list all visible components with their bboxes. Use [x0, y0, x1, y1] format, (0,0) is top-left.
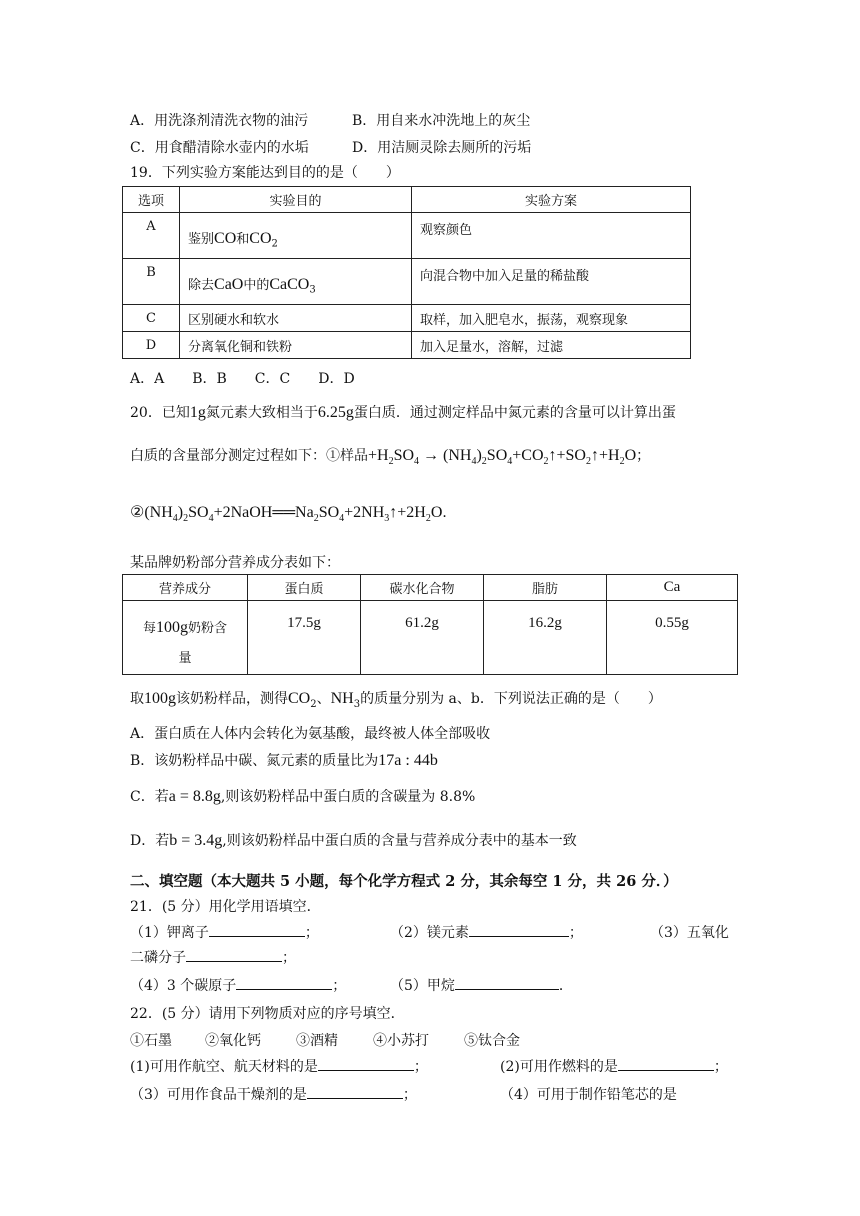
equation-subscript: 2 — [425, 513, 431, 525]
q22-part-1: (1)可用作航空、航天材料的是 ； — [130, 1056, 428, 1076]
q19-row-d-option: D — [123, 332, 180, 359]
q22-part-2: (2)可用作燃料的是 ； — [500, 1056, 728, 1076]
q21-part-3-start: （3）五氧化 — [650, 925, 729, 941]
equation-subscript: 4 — [507, 456, 513, 468]
q21-part-1: （1）钾离子 ； — [130, 922, 319, 942]
equation-subscript: 2 — [313, 513, 319, 525]
table-row — [123, 601, 738, 675]
q21-part-3-end: 二磷分子 ； — [130, 947, 296, 967]
equation-term: ↑+2H — [389, 504, 426, 521]
q22-item-3: ③酒精 — [296, 1033, 338, 1049]
q19-header-option: 选项 — [123, 187, 180, 213]
equation-term: SO — [188, 504, 209, 521]
nutrition-row-label: 每100g奶粉含 量 — [123, 601, 248, 675]
equation-subscript: 4 — [339, 513, 345, 525]
q22-item-4: ④小苏打 — [373, 1033, 429, 1049]
q20-option-b: B．该奶粉样品中碳、氮元素的质量比为17a : 44b — [130, 752, 438, 769]
equation-term: O — [624, 447, 637, 464]
nutrition-value-protein: 17.5g — [248, 601, 361, 675]
q19-row-a-option: A — [123, 213, 180, 259]
nutrition-header-fat: 脂肪 — [484, 575, 607, 601]
q19-table — [122, 186, 691, 359]
q18-option-a: A．用洗涤剂清洗衣物的油污 — [130, 113, 309, 129]
equation-term: → (NH — [419, 447, 472, 464]
q22-part-3: （3）可用作食品干燥剂的是 ； — [130, 1084, 417, 1104]
q20-equation-1: 白质的含量部分测定过程如下：①样品$+H_2SO_4$ → $(NH_4)_2SO_4+CO_2↑+SO_2↑+H_2O$； — [130, 447, 651, 468]
q20-stem-line1: 20．已知1g氮元素大致相当于6.25g蛋白质．通过测定样品中氮元素的含量可以计算出蛋 — [130, 404, 676, 421]
q19-options: A．A B．B C．C D．D — [130, 371, 355, 387]
equation-subscript: 2 — [183, 513, 189, 525]
nutrition-header-ca: Ca — [607, 575, 738, 601]
q22-stem: 22．(5 分）请用下列物质对应的序号填空． — [130, 1006, 405, 1022]
equation-subscript: 2 — [481, 456, 487, 468]
equation-term: ) — [177, 504, 184, 521]
section-heading: 二、填空题（本大题共 5 小题，每个化学方程式 2 分，其余每空 1 分，共 26 分．） — [130, 873, 678, 890]
q21-part-5: （5）甲烷 ． — [390, 975, 573, 995]
table-row — [123, 213, 691, 259]
equation-term: SO — [393, 447, 415, 464]
nutrition-value-fat: 16.2g — [484, 601, 607, 675]
equation-term: +H — [368, 447, 389, 464]
nutrition-header-protein: 蛋白质 — [248, 575, 361, 601]
equation-term: +2NaOH══Na — [213, 504, 314, 521]
q19-row-c-option: C — [123, 305, 180, 332]
equation-term: ②(NH — [130, 504, 173, 521]
q19-header-goal: 实验目的 — [180, 187, 412, 213]
q19-row-d-goal: 分离氧化铜和铁粉 — [180, 332, 412, 359]
q20-table-intro: 某品牌奶粉部分营养成分表如下： — [130, 555, 340, 571]
nutrition-header-carbs: 碳水化合物 — [361, 575, 484, 601]
nutrition-value-carbs: 61.2g — [361, 601, 484, 675]
q19-row-c-goal: 区别硬水和软水 — [180, 305, 412, 332]
q19-row-a-goal: 鉴别CO和$CO_2$ — [180, 213, 412, 259]
equation-term: +2NH — [344, 504, 385, 521]
equation-subscript: 2 — [585, 456, 591, 468]
equation-subscript: 2 — [388, 456, 394, 468]
equation-term: +CO — [512, 447, 544, 464]
q22-item-1: ①石墨 — [130, 1033, 172, 1049]
equation-subscript: 2 — [543, 456, 549, 468]
equation-subscript: 4 — [172, 513, 178, 525]
q19-row-a-plan: 观察颜色 — [412, 213, 691, 259]
table-row — [123, 332, 691, 359]
table-row — [123, 305, 691, 332]
equation-term: ) — [476, 447, 482, 464]
equation-subscript: 4 — [208, 513, 214, 525]
equation-term: SO — [486, 447, 508, 464]
q20-question: 取100g该奶粉样品，测得$CO_2$、$NH_3$的质量分别为 a、b．下列说法正确的是（ ） — [130, 690, 662, 710]
equation-term: ↑+SO — [548, 447, 586, 464]
equation-subscript: 4 — [471, 456, 477, 468]
nutrition-header-item: 营养成分 — [123, 575, 248, 601]
q18-option-d: D．用洁厕灵除去厕所的污垢 — [352, 140, 532, 156]
equation-subscript: 2 — [619, 456, 625, 468]
q19-row-d-plan: 加入足量水，溶解，过滤 — [412, 332, 691, 359]
q22-item-2: ②氧化钙 — [205, 1033, 261, 1049]
q21-part-4: （4）3 个碳原子 ； — [130, 975, 346, 995]
q19-header-plan: 实验方案 — [412, 187, 691, 213]
equation-term: O — [430, 504, 443, 521]
equation-term: SO — [318, 504, 340, 521]
equation-subscript: 3 — [384, 513, 390, 525]
q19-stem: 19．下列实验方案能达到目的的是（ ） — [130, 165, 400, 181]
q20-equation-2: $②(NH_4)_2SO_4+2NaOH══Na_2SO_4+2NH_3↑+2H_2O$． — [130, 504, 457, 525]
q20-option-a: A．蛋白质在人体内会转化为氨基酸，最终被人体全部吸收 — [130, 726, 491, 742]
q19-row-b-plan: 向混合物中加入足量的稀盐酸 — [412, 259, 691, 305]
equation-subscript: 4 — [414, 456, 420, 468]
q18-option-c: C．用食醋清除水壶内的水垢 — [130, 140, 309, 156]
q19-row-c-plan: 取样，加入肥皂水，振荡，观察现象 — [412, 305, 691, 332]
q19-row-b-goal: 除去CaO中的CaCO$_3$ — [180, 259, 412, 305]
q20-option-c: C．若a = 8.8g,则该奶粉样品中蛋白质的含碳量为 8.8% — [130, 788, 476, 805]
q19-row-b-option: B — [123, 259, 180, 305]
q18-option-b: B．用自来水冲洗地上的灰尘 — [352, 113, 531, 129]
q21-part-2: （2）镁元素 ； — [390, 922, 583, 942]
nutrition-value-ca: 0.55g — [607, 601, 738, 675]
q21-stem: 21．(5 分）用化学用语填空． — [130, 899, 321, 915]
q22-part-4: （4）可用于制作铅笔芯的是 — [500, 1087, 677, 1103]
nutrition-table — [122, 574, 738, 675]
q22-item-5: ⑤钛合金 — [464, 1033, 520, 1049]
equation-term: ↑+H — [590, 447, 620, 464]
table-row — [123, 259, 691, 305]
q20-option-d: D．若b = 3.4g,则该奶粉样品中蛋白质的含量与营养成分表中的基本一致 — [130, 832, 577, 849]
